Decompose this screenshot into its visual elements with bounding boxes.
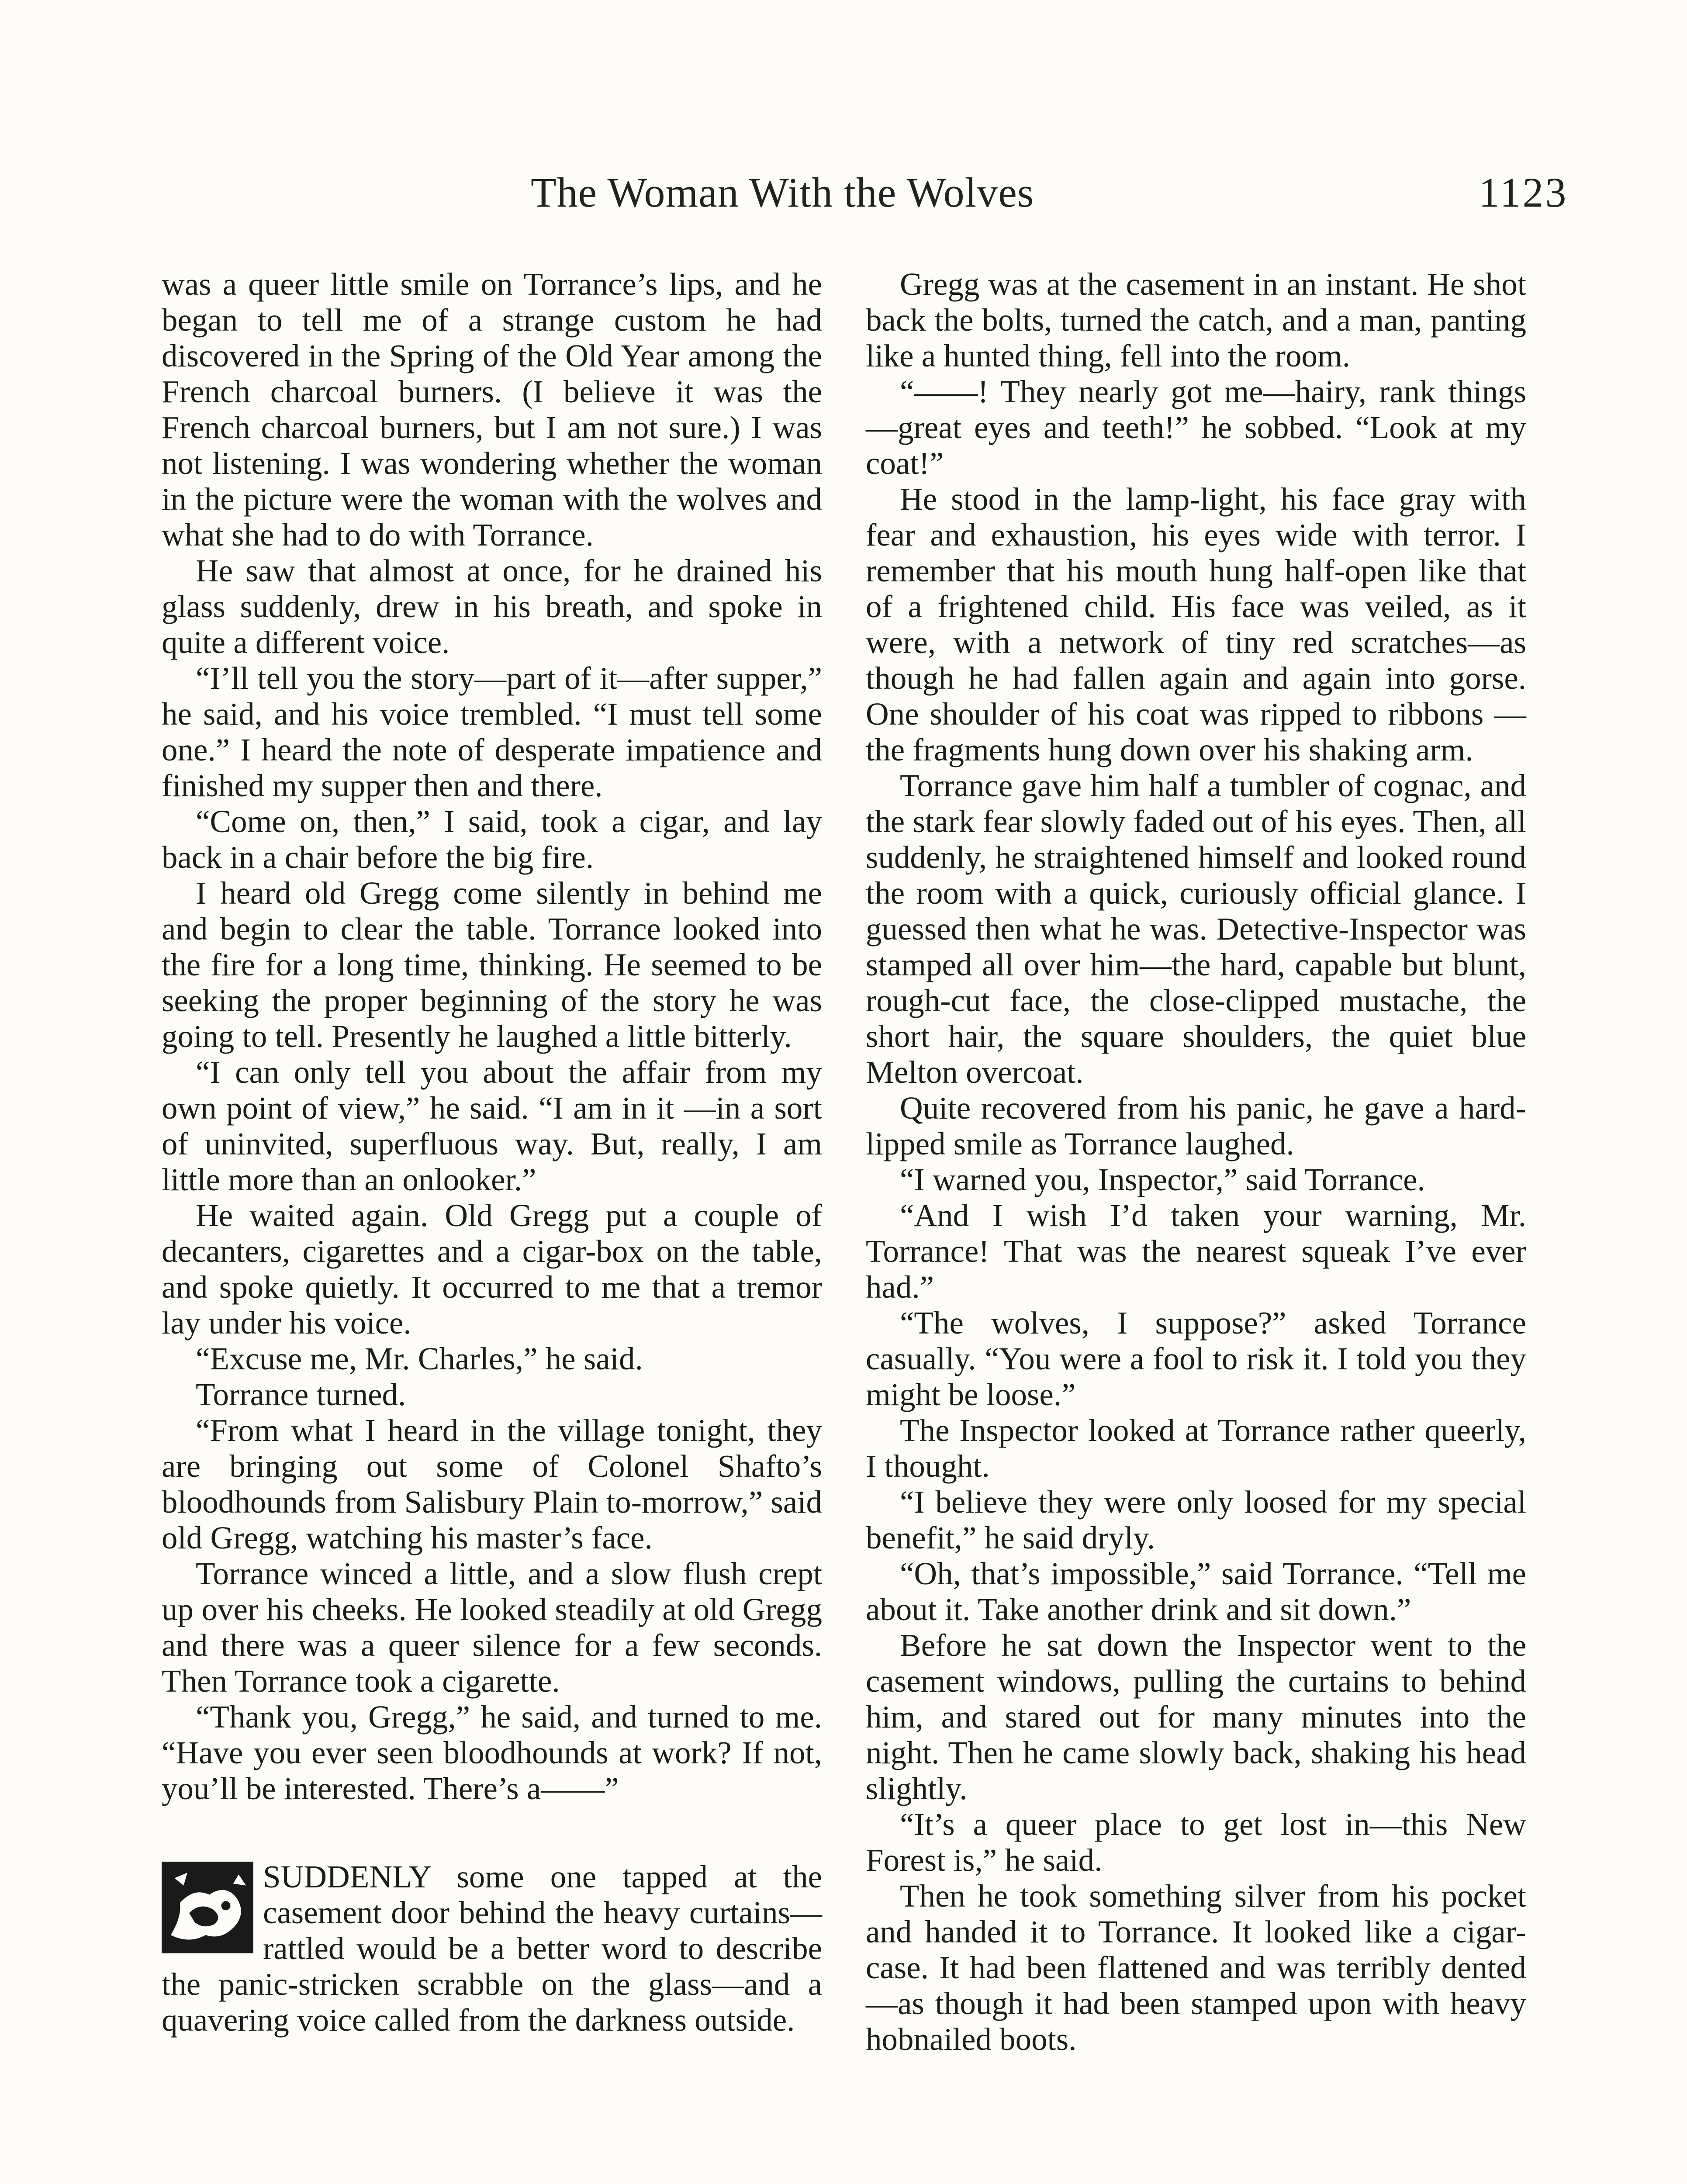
paragraph: I heard old Gregg come silently in behind me and begin to clear the table. Torrance looked into the fire for a long time, thinking. He seemed to be seeking the proper beginning of the story he was going to tell. Presently he laughed a little bitterly. [162,875,822,1054]
paragraph: He stood in the lamp-light, his face gray with fear and exhaustion, his eyes wide with terror. I remember that his mouth hung half-open like that of a frightened child. His face was veiled, as it were, with a network of tiny red scratches—as though he had fallen again and again into gorse. One shoulder of his coat was ripped to ribbons —the fragments hung down over his shaking arm. [866,481,1526,767]
paragraph: He saw that almost at once, for he drained his glass suddenly, drew in his breath, and spoke in quite a different voice. [162,553,822,660]
paragraph: was a queer little smile on Torrance’s lips, and he began to tell me of a strange custom he had discovered in the Spring of the Old Year among the French charcoal burners. (I believe it was the French charcoal burners, but I am not sure.) I was not listening. I was wondering whether the woman in the picture were the woman with the wolves and what she had to do with Torrance. [162,266,822,553]
dropcap-paragraph [162,1859,822,2038]
paragraph: “I’ll tell you the story—part of it—after supper,” he said, and his voice trembled. “I must tell some one.” I heard the note of desperate impatience and finished my supper then and there. [162,660,822,803]
page-number: 1123 [1479,169,1568,216]
paragraph: “Oh, that’s impossible,” said Torrance. “Tell me about it. Take another drink and sit down.” [866,1556,1526,1627]
paragraph: “And I wish I’d taken your warning, Mr. Torrance! That was the nearest squeak I’ve ever had.” [866,1198,1526,1305]
paragraph: He waited again. Old Gregg put a couple of decanters, cigarettes and a cigar-box on the table, and spoke quietly. It occurred to me that a tremor lay under his voice. [162,1198,822,1341]
paragraph: “It’s a queer place to get lost in—this New Forest is,” he said. [866,1807,1526,1878]
paragraph: Then he took something silver from his pocket and handed it to Torrance. It looked like a cigar-case. It had been flattened and was terribly dented—as though it had been stamped upon with heavy hobnailed boots. [866,1878,1526,2057]
right-column [866,266,1526,2057]
paragraph: “The wolves, I suppose?” asked Torrance casually. “You were a fool to risk it. I told you they might be loose.” [866,1305,1526,1412]
ornamental-dropcap-icon [162,1862,253,1953]
paragraph: “Thank you, Gregg,” he said, and turned to me. “Have you ever seen bloodhounds at work? If not, you’ll be interested. There’s a——” [162,1699,822,1806]
paragraph: Quite recovered from his panic, he gave a hard-lipped smile as Torrance laughed. [866,1090,1526,1161]
paragraph: “I can only tell you about the affair from my own point of view,” he said. “I am in it —in a sort of uninvited, superfluous way. But, really, I am little more than an onlooker.” [162,1054,822,1197]
paragraph: “From what I heard in the village tonight, they are bringing out some of Colonel Shafto’s bloodhounds from Salisbury Plain to-morrow,” said old Gregg, watching his master’s face. [162,1413,822,1555]
paragraph: Before he sat down the Inspector went to the casement windows, pulling the curtains to behind him, and stared out for many minutes into the night. Then he came slowly back, shaking his head slightly. [866,1628,1526,1806]
paragraph: Torrance winced a little, and a slow flush crept up over his cheeks. He looked steadily at old Gregg and there was a queer silence for a few seconds. Then Torrance took a cigarette. [162,1556,822,1699]
left-column [162,266,822,2038]
paragraph: “Come on, then,” I said, took a cigar, and lay back in a chair before the big fire. [162,804,822,875]
paragraph: Torrance gave him half a tumbler of cognac, and the stark fear slowly faded out of his eyes. Then, all suddenly, he straightened himself and looked round the room with a quick, curiously official glance. I guessed then what he was. Detective-Inspector was stamped all over him—the hard, capable but blunt, rough-cut face, the close-clipped mustache, the short hair, the square shoulders, the quiet blue Melton overcoat. [866,768,1526,1090]
paragraph: “Excuse me, Mr. Charles,” he said. [196,1341,643,1376]
running-title: The Woman With the Wolves [531,169,1034,216]
dropcap-text: SUDDENLY some one tapped at the casement door behind the heavy curtains—rattled would be a better word to describe the panic-stricken scrabble on the glass—and a quavering voice called from the darkness outside. [162,1859,822,2038]
paragraph: “I believe they were only loosed for my special benefit,” he said dryly. [866,1484,1526,1555]
paragraph: “——! They nearly got me—hairy, rank things—great eyes and teeth!” he sobbed. “Look at my coat!” [866,374,1526,481]
paragraph: Gregg was at the casement in an instant. He shot back the bolts, turned the catch, and a man, panting like a hunted thing, fell into the room. [866,266,1526,373]
paragraph: “I warned you, Inspector,” said Torrance. [900,1162,1425,1197]
paragraph: The Inspector looked at Torrance rather queerly, I thought. [866,1413,1526,1484]
paragraph: Torrance turned. [196,1377,406,1412]
